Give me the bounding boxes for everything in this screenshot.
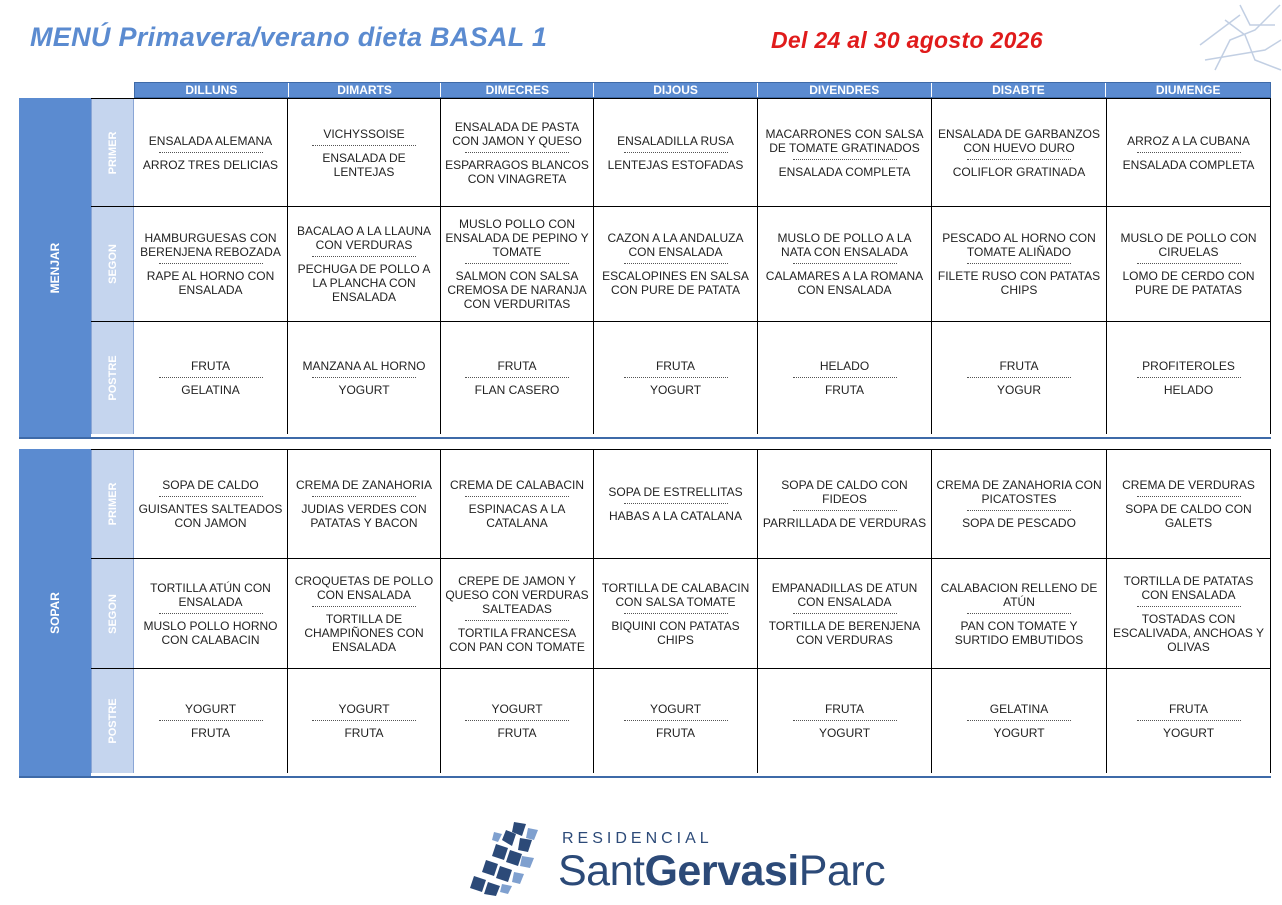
meal-label-0 <box>19 98 91 437</box>
course-label-text: POSTRE <box>106 698 119 744</box>
dish-item: GUISANTES SALTEADOS CON JAMON <box>138 502 283 530</box>
dish-separator <box>312 606 416 607</box>
dish-item: SOPA DE CALDO CON FIDEOS <box>781 478 908 506</box>
day-header-2: DIMECRES <box>441 83 594 97</box>
dish-item: CREMA DE VERDURAS <box>1122 478 1255 492</box>
dish-item: FRUTA <box>999 359 1039 373</box>
course-label-text: PRIMER <box>106 482 119 526</box>
dish-separator <box>1137 152 1241 153</box>
menu-cell <box>134 207 288 321</box>
dish-item: ENSALADILLA RUSA <box>617 133 734 148</box>
dish-item: CREMA DE ZANAHORIA <box>295 478 433 492</box>
dish-item: MANZANA AL HORNO <box>302 359 426 373</box>
dish-item: FRUTA <box>497 726 537 740</box>
dish-separator <box>312 145 416 146</box>
menu-cell <box>932 559 1107 668</box>
dish-item: LOMO DE CERDO CON PURE DE PATATAS <box>1122 269 1255 297</box>
dish-item: FRUTA <box>497 359 537 373</box>
dish-item: CROQUETAS DE POLLO CON ENSALADA <box>294 573 434 602</box>
dish-separator <box>793 613 897 614</box>
dish-item: FRUTA <box>190 726 231 740</box>
dish-item: YOGURT <box>649 383 702 397</box>
dish-item: ESPINACAS A LA CATALANA <box>468 502 566 530</box>
dish-separator <box>624 152 728 153</box>
dish-separator <box>159 720 263 721</box>
logo-name-gervasi: Gervasi <box>644 847 799 895</box>
dish-item: TORTILLA DE PATATAS CON ENSALADA <box>1123 573 1254 602</box>
course-label <box>91 322 134 434</box>
dish-item: YOGURT <box>993 726 1045 740</box>
menu-cell <box>594 99 758 206</box>
dish-item: COLIFLOR GRATINADA <box>952 164 1086 179</box>
dish-separator <box>465 152 569 153</box>
dish-item: ENSALADA ALEMANA <box>148 133 273 148</box>
dish-item: TORTILLA DE CHAMPIÑONES CON ENSALADA <box>304 611 424 654</box>
menu-cell <box>932 207 1107 321</box>
menjar-section <box>19 98 1271 439</box>
dish-item: SOPA DE PESCADO <box>962 516 1076 530</box>
menu-cell <box>594 207 758 321</box>
menu-cell <box>758 559 932 668</box>
menu-cell <box>1107 207 1271 321</box>
dish-separator <box>465 377 569 378</box>
dish-separator <box>465 620 569 621</box>
menu-cell <box>1107 322 1271 434</box>
menu-cell <box>594 669 758 773</box>
course-label <box>91 99 134 206</box>
dish-item: FRUTA <box>1168 702 1209 716</box>
logo-subtitle: RESIDENCIAL <box>562 830 713 847</box>
menu-cell <box>594 322 758 434</box>
dish-item: CREPE DE JAMON Y QUESO CON VERDURAS SALTEADAS <box>445 573 589 616</box>
dish-item: ESPARRAGOS BLANCOS CON VINAGRETA <box>445 157 589 186</box>
menu-cell <box>758 207 932 321</box>
dish-item: EMPANADILLAS DE ATUN CON ENSALADA <box>771 580 918 609</box>
menu-cell <box>441 207 594 321</box>
dish-separator <box>312 256 416 257</box>
dish-separator <box>1137 496 1241 497</box>
dish-item: VICHYSSOISE <box>323 126 405 141</box>
dish-item: FRUTA <box>655 726 696 740</box>
day-header-3: DIJOUS <box>594 83 758 97</box>
course-label <box>91 669 134 773</box>
menu-cell <box>134 559 288 668</box>
dish-separator <box>312 720 416 721</box>
dish-item: ENSALADA DE GARBANZOS CON HUEVO DURO <box>937 126 1101 155</box>
dish-item: ENSALADA DE PASTA CON JAMON Y QUESO <box>452 119 582 148</box>
dish-separator <box>465 496 569 497</box>
dish-item: PAN CON TOMATE Y SURTIDO EMBUTIDOS <box>954 618 1084 647</box>
dish-separator <box>793 159 897 160</box>
dish-separator <box>159 263 263 264</box>
dish-item: GELATINA <box>181 383 240 397</box>
dish-separator <box>159 152 263 153</box>
dish-item: MUSLO DE POLLO A LA NATA CON ENSALADA <box>777 231 912 259</box>
menu-cell <box>288 669 441 773</box>
dish-separator <box>312 496 416 497</box>
course-label-text: POSTRE <box>106 355 119 401</box>
dish-item: FRUTA <box>824 702 865 716</box>
dish-separator <box>159 496 263 497</box>
dish-separator <box>1137 263 1241 264</box>
menu-cell <box>288 450 441 558</box>
dish-item: ARROZ A LA CUBANA <box>1127 133 1250 148</box>
dish-separator <box>967 613 1071 614</box>
dish-item: YOGURT <box>1162 726 1215 740</box>
dish-separator <box>312 377 416 378</box>
menu-cell <box>288 559 441 668</box>
dish-item: YOGURT <box>491 702 543 716</box>
course-label <box>91 207 134 321</box>
course-row <box>91 98 1271 206</box>
dish-item: JUDIAS VERDES CON PATATAS Y BACON <box>301 502 427 530</box>
dish-separator <box>624 377 728 378</box>
course-label-text: SEGON <box>106 244 119 284</box>
dish-item: RAPE AL HORNO CON ENSALADA <box>146 269 275 297</box>
menu-cell <box>441 322 594 434</box>
dish-item: YOGURT <box>818 726 871 740</box>
menu-cell <box>134 99 288 206</box>
dish-item: SALMON CON SALSA CREMOSA DE NARANJA CON VERDURITAS <box>447 269 587 311</box>
date-range: Del 24 al 30 agosto 2026 <box>771 27 1043 53</box>
menu-cell <box>1107 669 1271 773</box>
meal-label-text: SOPAR <box>48 591 62 634</box>
meal-rows <box>91 449 1271 776</box>
dish-item: SOPA DE CALDO CON GALETS <box>1125 502 1252 530</box>
corner-logo-mark <box>1195 0 1282 75</box>
menu-cell <box>134 322 288 434</box>
sopar-section <box>19 449 1271 778</box>
dish-separator <box>465 263 569 264</box>
dish-item: ARROZ TRES DELICIAS <box>142 157 279 172</box>
day-header-5: DISABTE <box>932 83 1107 97</box>
dish-item: TORTILLA ATÚN CON ENSALADA <box>150 580 271 609</box>
menu-cell <box>932 669 1107 773</box>
menu-cell <box>288 207 441 321</box>
course-label <box>91 450 134 558</box>
dish-item: PESCADO AL HORNO CON TOMATE ALIÑADO <box>942 231 1096 259</box>
menu-cell <box>1107 450 1271 558</box>
menu-cell <box>932 99 1107 206</box>
dish-separator <box>967 159 1071 160</box>
course-row <box>91 668 1271 773</box>
meal-label-text: MENJAR <box>48 242 62 293</box>
dish-separator <box>159 613 263 614</box>
menu-cell <box>932 450 1107 558</box>
dish-item: MUSLO DE POLLO CON CIRUELAS <box>1120 231 1257 259</box>
dish-item: PARRILLADA DE VERDURAS <box>762 516 927 530</box>
menu-cell <box>441 99 594 206</box>
menu-cell <box>758 99 932 206</box>
menu-cell <box>134 450 288 558</box>
course-row <box>91 449 1271 558</box>
meal-label-1 <box>19 449 91 776</box>
dish-item: FRUTA <box>344 726 384 740</box>
dish-separator <box>624 503 728 504</box>
dish-item: MUSLO POLLO HORNO CON CALABACIN <box>143 618 278 647</box>
dish-separator <box>967 377 1071 378</box>
course-row <box>91 321 1271 434</box>
dish-item: TOSTADAS CON ESCALIVADA, ANCHOAS Y OLIVAS <box>1113 611 1264 654</box>
day-header-0: DILLUNS <box>135 83 289 97</box>
dish-item: CREMA DE CALABACIN <box>449 478 585 492</box>
menu-cell <box>288 322 441 434</box>
dish-item: YOGURT <box>184 702 237 716</box>
dish-item: FLAN CASERO <box>474 383 560 397</box>
course-label <box>91 559 134 668</box>
dish-item: ENSALADA DE LENTEJAS <box>322 150 406 179</box>
menu-cell <box>1107 559 1271 668</box>
course-row <box>91 206 1271 321</box>
day-header-1: DIMARTS <box>289 83 442 97</box>
dish-item: CAZON A LA ANDALUZA CON ENSALADA <box>607 231 744 259</box>
dish-item: SOPA DE ESTRELLITAS <box>608 485 743 499</box>
dish-item: ENSALADA COMPLETA <box>778 164 911 179</box>
dish-item: YOGURT <box>338 383 390 397</box>
menu-cell <box>594 559 758 668</box>
dish-item: YOGURT <box>649 702 702 716</box>
logo-name-parc: Parc <box>798 847 886 895</box>
dish-item: YOGURT <box>338 702 390 716</box>
dish-item: HABAS A LA CATALANA <box>609 509 742 523</box>
dish-separator <box>793 720 897 721</box>
dish-item: PECHUGA DE POLLO A LA PLANCHA CON ENSALADA <box>297 262 431 304</box>
dish-item: FILETE RUSO CON PATATAS CHIPS <box>937 269 1101 297</box>
dish-item: TORTILLA DE BERENJENA CON VERDURAS <box>768 618 921 647</box>
dish-item: HAMBURGUESAS CON BERENJENA REBOZADA <box>140 231 281 259</box>
dish-separator <box>967 510 1071 511</box>
dish-separator <box>159 377 263 378</box>
dish-separator <box>1137 720 1241 721</box>
dish-item: SOPA DE CALDO <box>162 478 259 492</box>
dish-item: HELADO <box>819 359 870 373</box>
meal-rows <box>91 98 1271 437</box>
dish-separator <box>793 263 897 264</box>
day-header-6: DIUMENGE <box>1155 83 1221 97</box>
dish-separator <box>967 720 1071 721</box>
dish-separator <box>1137 377 1241 378</box>
dish-separator <box>793 510 897 511</box>
dish-item: MUSLO POLLO CON ENSALADA DE PEPINO Y TOMATE <box>445 217 589 259</box>
menu-cell <box>758 322 932 434</box>
dish-separator <box>624 263 728 264</box>
logo-name-sant: Sant <box>558 847 645 895</box>
dish-item: CREMA DE ZANAHORIA CON PICATOSTES <box>936 478 1102 506</box>
menu-cell <box>134 669 288 773</box>
menu-cell <box>1107 99 1271 206</box>
course-label-text: SEGON <box>106 593 119 634</box>
dish-item: CALABACION RELLENO DE ATÚN <box>940 580 1098 609</box>
menu-cell <box>441 669 594 773</box>
dish-item: PROFITEROLES <box>1142 359 1235 373</box>
dish-item: ESCALOPINES EN SALSA CON PURE DE PATATA <box>602 269 749 297</box>
dish-item: TORTILLA DE CALABACIN CON SALSA TOMATE <box>601 580 750 609</box>
dish-item: CALAMARES A LA ROMANA CON ENSALADA <box>765 269 924 297</box>
dish-item: FRUTA <box>824 383 865 397</box>
dish-separator <box>1137 606 1241 607</box>
dish-item: LENTEJAS ESTOFADAS <box>607 157 744 172</box>
butterfly-logo-icon <box>466 820 558 898</box>
dish-separator <box>624 613 728 614</box>
dish-separator <box>967 263 1071 264</box>
day-header-4: DIVENDRES <box>758 83 932 97</box>
logo-brand-name <box>558 847 885 896</box>
menu-cell <box>594 450 758 558</box>
menu-cell <box>932 322 1107 434</box>
dish-item: GELATINA <box>989 702 1049 716</box>
course-label-text: PRIMER <box>106 131 119 174</box>
dish-item: YOGUR <box>996 383 1041 397</box>
dish-item: ENSALADA COMPLETA <box>1122 157 1255 172</box>
course-row <box>91 558 1271 668</box>
page-title: MENÚ Primavera/verano dieta BASAL 1 <box>30 22 548 52</box>
residencial-logo <box>466 820 896 900</box>
dish-item: BIQUINI CON PATATAS CHIPS <box>611 618 740 647</box>
dish-item: BACALAO A LA LLAUNA CON VERDURAS <box>296 224 432 252</box>
menu-cell <box>758 450 932 558</box>
dish-item: TORTILA FRANCESA CON PAN CON TOMATE <box>449 625 585 654</box>
dish-separator <box>465 720 569 721</box>
menu-cell <box>441 559 594 668</box>
menu-cell <box>758 669 932 773</box>
dish-separator <box>624 720 728 721</box>
day-header-row <box>134 82 1271 98</box>
dish-item: FRUTA <box>190 359 231 373</box>
dish-separator <box>793 377 897 378</box>
menu-cell <box>288 99 441 206</box>
dish-item: HELADO <box>1163 383 1214 397</box>
dish-item: MACARRONES CON SALSA DE TOMATE GRATINADOS <box>765 126 924 155</box>
menu-cell <box>441 450 594 558</box>
dish-item: FRUTA <box>655 359 696 373</box>
